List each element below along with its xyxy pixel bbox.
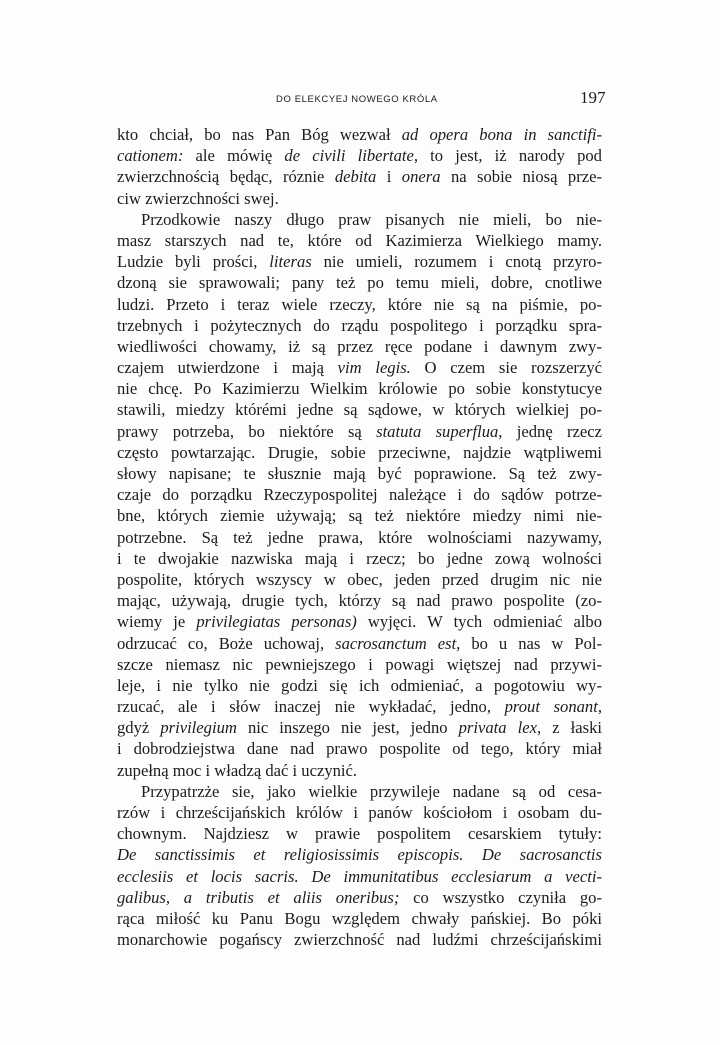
text-segment: wyjęci. W tych odmieniać albo [356,612,603,632]
text-segment: czaje do porządku Rzeczypospolitej należące i do sądów potrze- [117,485,602,505]
text-segment: z łaski [541,718,603,738]
text-line [117,866,602,887]
text-line [117,421,602,442]
text-segment: mając, używają, drugie tych, którzy są nad prawo pospolite (zo- [117,591,602,611]
body-text [117,124,602,950]
text-line [117,569,602,590]
italic-text: galibus, a tributis et aliis oneribus; [117,887,400,907]
italic-text: privata lex, [458,718,542,738]
text-segment: i dobrodziejstwa dane nad prawo pospolite od tego, który miał [117,739,602,759]
text-line [117,844,602,865]
text-segment: i [376,167,402,187]
italic-text: privilegium [160,718,237,738]
text-segment: trzebnych i pożytecznych do rządu pospolitego i porządku spra- [117,315,602,335]
italic-text: statuta superflua, [376,421,503,441]
text-line [117,633,602,654]
text-segment: stawili, miedzy którémi jedne są sądowe, w których wielkiej po- [117,400,602,420]
text-segment: nie chcę. Po Kazimierzu Wielkim królowie po sobie konstytucye [117,379,602,399]
text-segment: i te dwojakie nazwiska mają i rzecz; bo jedne zową wolności [117,548,602,568]
text-segment: gdyż [117,718,161,738]
text-segment: ale mówię [183,146,285,166]
text-segment: pospolite, których wszyscy w obec, jeden przed drugim nic nie [117,569,602,589]
text-line [117,294,602,315]
text-segment: odrzucać co, Boże uchowaj, [117,633,336,653]
italic-text: De sanctissimis et religiosissimis episcopis. De sacrosanctis [117,845,602,865]
text-segment: nie umieli, rozumem i cnotą przyro- [311,252,602,272]
text-line [117,378,602,399]
text-segment: Przodkowie naszy długo praw pisanych nie mieli, bo nie- [141,209,602,229]
text-line [117,527,602,548]
text-line [117,188,602,209]
text-line [117,145,602,166]
text-segment: jednę rzecz [502,421,603,441]
text-segment: zwierzchnością będąc, róznie [117,167,335,187]
text-segment: bne, których ziemie używają; są też niektóre miedzy nimi nie- [117,506,602,526]
text-line [117,908,602,929]
running-head: DO ELEKCYEJ NOWEGO KRÓLA [276,94,438,105]
text-line [117,823,602,844]
italic-text: de civili libertate, [284,146,418,166]
italic-text: privilegiatas personas) [196,612,357,632]
text-segment: kto chciał, bo nas Pan Bóg wezwał [117,125,402,144]
text-line [117,611,602,632]
italic-text: vim legis. [337,358,411,378]
text-line [117,336,602,357]
text-segment: zupełną moc i władzą dać i uczynić. [117,760,358,780]
text-line [117,209,602,230]
text-segment: bo u nas w Pol- [460,633,602,653]
text-segment: O czem sie rozszerzyć [410,358,602,378]
text-line [117,548,602,569]
text-line [117,802,602,823]
page-header [0,88,720,110]
italic-text: sacrosanctum est, [335,633,461,653]
text-segment: prawy potrzeba, bo niektóre są [117,421,377,441]
text-line [117,251,602,272]
italic-text: ad opera bona in sanctifi- [401,125,602,144]
text-segment: rzucać, ale i słów inaczej nie wykładać, jedno, [117,697,505,717]
text-segment: wiedliwości chowamy, iż są przez ręce podane i dawnym zwy- [117,336,602,356]
text-segment: ciw zwierzchności swej. [117,188,279,208]
italic-text: cationem: [117,146,184,166]
text-segment: Przypatrzże sie, jako wielkie przywileje nadane są od cesa- [141,781,602,801]
text-line [117,315,602,336]
text-segment: rzów i chrześcijańskich królów i panów kościołom i osobam du- [117,803,602,822]
text-line [117,357,602,378]
text-line [117,696,602,717]
text-segment: monarchowie pogańscy zwierzchność nad ludźmi chrześcijańskimi [117,930,602,950]
text-line [117,590,602,611]
text-segment: na sobie niosą prze- [440,167,603,187]
text-line [117,505,602,526]
text-segment: Ludzie byli prości, [117,252,270,272]
text-segment: wiemy je [117,612,197,632]
text-line [117,399,602,420]
text-segment: czajem utwierdzone i mają [117,358,338,378]
text-line [117,760,602,781]
text-segment: masz starszych nad te, które od Kazimierza Wielkiego mamy. [117,230,602,250]
text-line [117,124,602,145]
italic-text: onera [401,167,441,187]
text-line [117,166,602,187]
text-line [117,738,602,759]
italic-text: literas [269,252,312,272]
text-segment: często powtarzając. Drugie, sobie przeciwne, najdzie wątpliwemi [117,442,602,462]
text-line [117,929,602,950]
text-line [117,442,602,463]
text-segment: co wszystko czyniła go- [399,887,602,907]
italic-text: debita [334,167,377,187]
text-line [117,887,602,908]
italic-text: prout sonant, [504,697,602,717]
italic-text: ecclesiis et locis sacris. De immunitatibus ecclesiarum a vecti- [117,866,602,886]
text-segment: leje, i nie tylko nie godzi się ich odmieniać, a pogotowiu wy- [117,675,602,695]
page-number: 197 [580,88,606,107]
text-line [117,484,602,505]
text-segment: chownym. Najdziesz w prawie pospolitem cesarskiem tytuły: [117,824,602,844]
text-segment: nic inszego nie jest, jedno [236,718,459,738]
text-line [117,654,602,675]
text-line [117,717,602,738]
text-segment: rąca miłość ku Panu Bogu względem chwały pańskiej. Bo póki [117,908,602,928]
text-segment: to jest, iż narody pod [418,146,602,166]
text-line [117,230,602,251]
text-line [117,463,602,484]
text-line [117,781,602,802]
text-line [117,675,602,696]
text-segment: ludzi. Przeto i teraz wiele rzeczy, które nie są na piśmie, po- [117,294,602,314]
text-segment: dzoną sie sprawowali; pany też po temu mieli, dobre, cnotliwe [117,273,602,293]
text-segment: szcze niemasz nic pewniejszego i powagi więtszej nad przywi- [117,654,602,674]
text-segment: potrzebne. Są też jedne prawa, które wolnościami nazywamy, [117,527,602,547]
text-line [117,272,602,293]
text-segment: słowy napisane; te słusznie mają być poprawione. Są też zwy- [117,464,602,483]
